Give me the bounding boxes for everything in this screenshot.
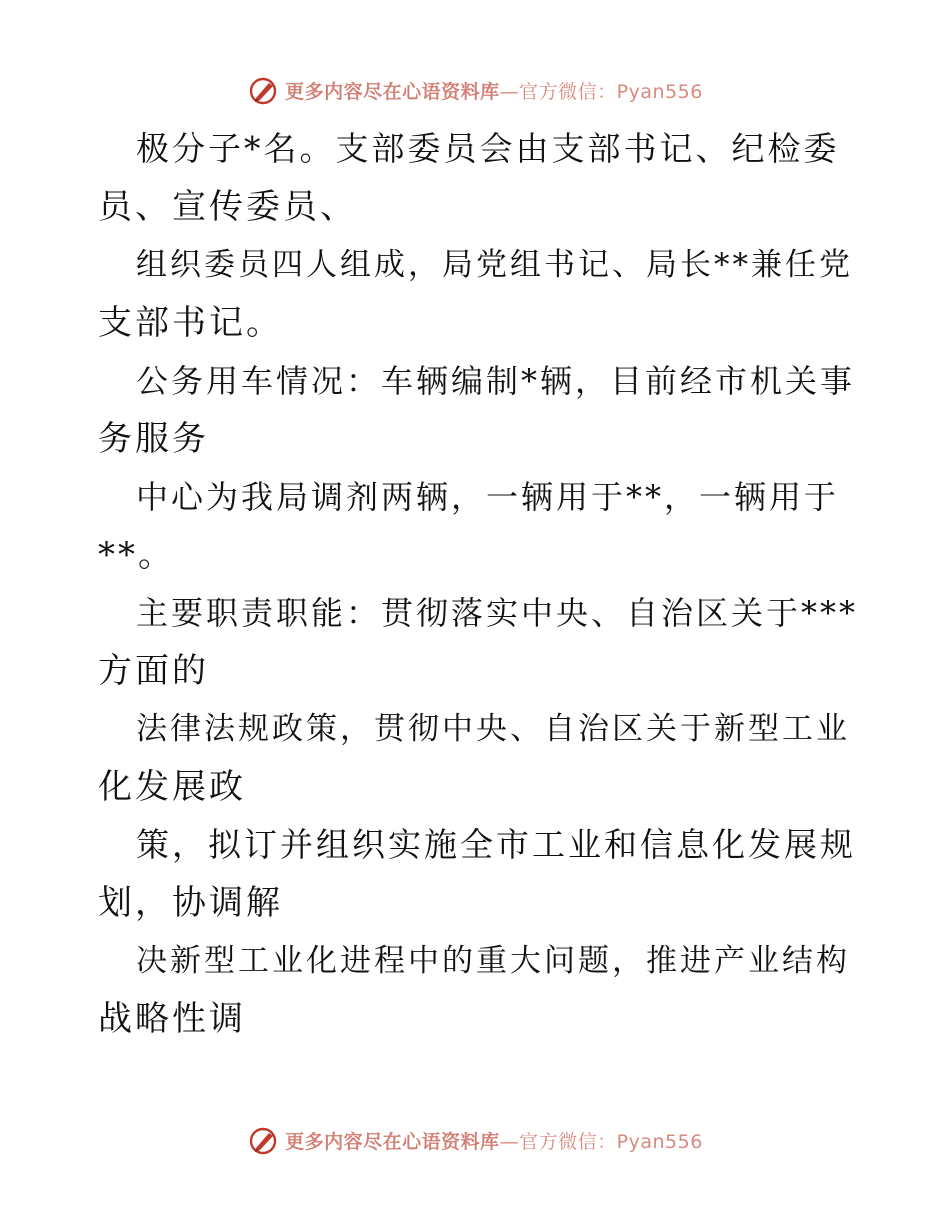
text-line: 战略性调 bbox=[98, 999, 246, 1039]
pen-logo-icon bbox=[247, 74, 279, 106]
text-line: 支部书记。 bbox=[98, 303, 283, 343]
header-watermark bbox=[0, 73, 950, 107]
text-line: 极分子*名。支部委员会由支部书记、纪检委 bbox=[136, 129, 840, 168]
text-line: **。 bbox=[98, 535, 175, 575]
text-line: 法律法规政策，贯彻中央、自治区关于新型工业 bbox=[136, 711, 850, 747]
text-line: 方面的 bbox=[98, 651, 209, 691]
text-line: 组织委员四人组成，局党组书记、局长**兼任党 bbox=[136, 247, 853, 283]
watermark-text: 更多内容尽在心语资料库—官方微信：Pyan556 bbox=[285, 1130, 703, 1153]
watermark-text: 更多内容尽在心语资料库—官方微信：Pyan556 bbox=[285, 80, 703, 103]
footer-watermark bbox=[0, 1123, 950, 1157]
text-line: 中心为我局调剂两辆，一辆用于**，一辆用于 bbox=[136, 478, 840, 516]
pen-logo-icon bbox=[247, 1124, 279, 1156]
document-body bbox=[98, 120, 858, 1048]
text-line: 划，协调解 bbox=[98, 883, 283, 923]
text-line: 务服务 bbox=[98, 419, 209, 459]
text-line: 主要职责职能：贯彻落实中央、自治区关于*** bbox=[136, 594, 859, 632]
text-line: 化发展政 bbox=[98, 767, 246, 807]
text-line: 公务用车情况：车辆编制*辆，目前经市机关事 bbox=[136, 362, 856, 400]
text-line: 策，拟订并组织实施全市工业和信息化发展规 bbox=[136, 825, 856, 864]
text-line: 员、宣传委员、 bbox=[98, 187, 357, 227]
text-line: 决新型工业化进程中的重大问题，推进产业结构 bbox=[136, 943, 850, 979]
